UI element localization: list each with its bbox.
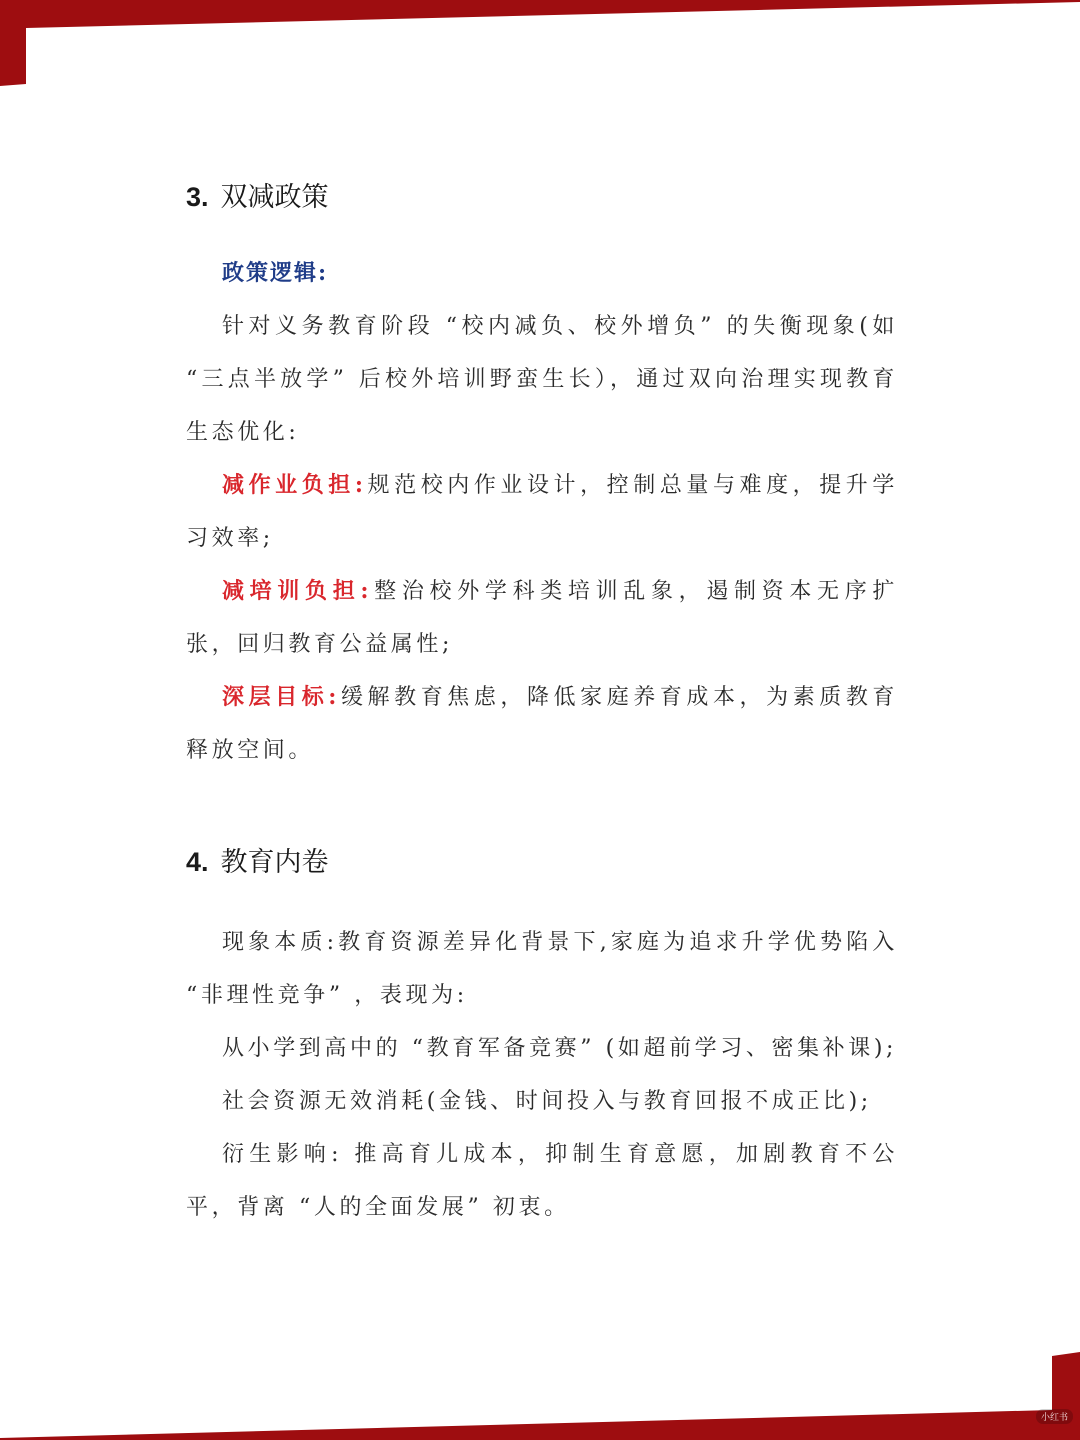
policy-logic-label: 政策逻辑: xyxy=(222,260,329,286)
document-body xyxy=(186,170,898,1234)
reduce-training-item xyxy=(186,565,898,671)
section-4-number: 4. xyxy=(186,847,209,877)
reduce-training-label: 减培训负担: xyxy=(222,578,373,604)
reduce-homework-text: 规范校内作业设计，控制总量与难度，提升学习效率; xyxy=(186,473,898,551)
deep-goal-text: 缓解教育焦虑，降低家庭养育成本，为素质教育释放空间。 xyxy=(186,685,899,763)
top-red-band xyxy=(0,0,1080,86)
policy-logic-label-line xyxy=(186,247,898,300)
deep-goal-item xyxy=(186,671,898,777)
reduce-homework-label: 减作业负担: xyxy=(222,472,367,498)
section-4-heading xyxy=(186,835,898,890)
section-4-title: 教育内卷 xyxy=(220,847,329,878)
policy-intro-paragraph: 针对义务教育阶段 “校内减负、校外增负” 的失衡现象(如 “三点半放学” 后校外培训野蛮生长），通过双向治理实现教育生态优化: xyxy=(186,314,898,445)
section-3-heading xyxy=(186,170,898,225)
involution-point-derived-impact: 衍生影响: 推高育儿成本，抑制生育意愿，加剧教育不公平，背离 “人的全面发展” 初衷。 xyxy=(186,1142,898,1220)
reduce-homework-item xyxy=(186,459,898,565)
section-3-title: 双减政策 xyxy=(220,182,329,213)
section-3-number: 3. xyxy=(186,182,209,212)
deep-goal-label: 深层目标: xyxy=(222,684,341,710)
bottom-red-band xyxy=(0,1352,1080,1440)
top-red-frame xyxy=(0,0,1080,90)
bottom-red-frame xyxy=(0,1350,1080,1440)
xiaohongshu-watermark: 小红书 xyxy=(1036,1409,1073,1424)
involution-point-arms-race: 从小学到高中的 “教育军备竞赛” (如超前学习、密集补课); xyxy=(222,1036,898,1061)
phenomenon-essence-paragraph: 现象本质:教育资源差异化背景下,家庭为追求升学优势陷入 “非理性竞争” ，表现为: xyxy=(186,930,898,1008)
reduce-training-text: 整治校外学科类培训乱象，遏制资本无序扩张，回归教育公益属性; xyxy=(186,579,898,657)
involution-point-resource-waste: 社会资源无效消耗(金钱、时间投入与教育回报不成正比); xyxy=(222,1089,872,1114)
